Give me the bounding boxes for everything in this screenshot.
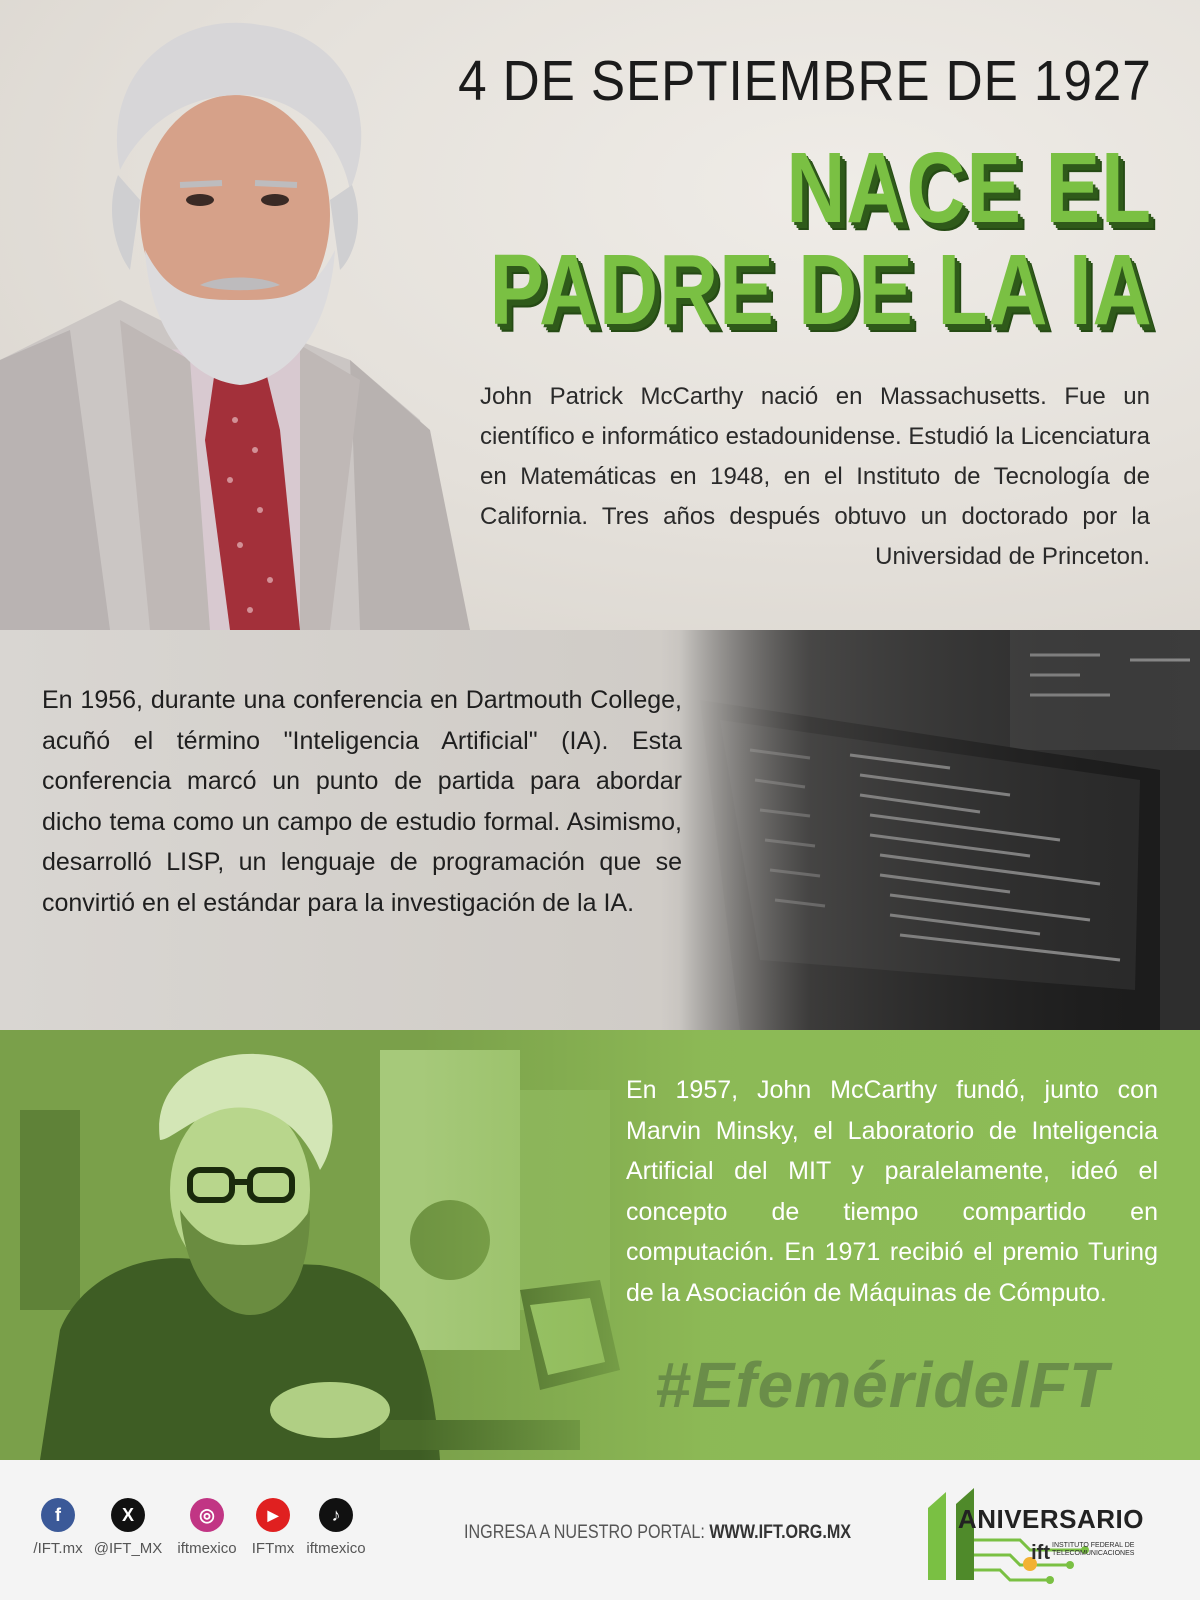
social-tiktok[interactable] xyxy=(296,1498,376,1557)
social-label: IFTmx xyxy=(251,1540,295,1557)
dartmouth-paragraph: En 1956, durante una conferencia en Dartmouth College, acuñó el término "Inteligencia Artificial" (IA). Esta conferencia marcó un punto de partida para abordar dicho tema como un campo de estudio formal. Asimismo, desarrolló LISP, un lenguaje de programación que se convirtió en el estándar para la investigación de la IA. xyxy=(42,686,682,917)
mit-section xyxy=(0,1030,1200,1460)
mccarthy-portrait xyxy=(0,0,480,630)
headline-line-1: NACE EL xyxy=(786,132,1152,244)
footer xyxy=(0,1460,1200,1600)
portal-link[interactable] xyxy=(464,1522,851,1544)
header-section xyxy=(0,0,1200,630)
hashtag: #EfeméridelFT xyxy=(655,1349,1110,1421)
x-icon: X xyxy=(111,1498,145,1532)
anniversary-logo xyxy=(910,1480,1160,1590)
instagram-icon: ◎ xyxy=(190,1498,224,1532)
institute-name: INSTITUTO FEDERAL DE TELECOMUNICACIONES xyxy=(1052,1542,1135,1557)
mit-paragraph: En 1957, John McCarthy fundó, junto con Marvin Minsky, el Laboratorio de Inteligencia Artificial del MIT y paralelamente, ideó el concepto de tiempo compartido en computación. En 1971 recibió el premio Turing de la Asociación de Máquinas de Cómputo. xyxy=(626,1076,1158,1307)
social-facebook[interactable] xyxy=(18,1498,98,1557)
headline-line-2: PADRE DE LA IA xyxy=(489,234,1152,346)
social-label: iftmexico xyxy=(306,1540,366,1557)
portal-prefix: INGRESA A NUESTRO PORTAL: xyxy=(464,1522,710,1543)
lab-photo xyxy=(0,1030,700,1460)
portal-url[interactable]: WWW.IFT.ORG.MX xyxy=(709,1522,852,1543)
bio-paragraph: John Patrick McCarthy nació en Massachusetts. Fue un científico e informático estadounidense. Estudió la Licenciatura en Matemáticas en 1948, en el Instituto de Tecnología de California. Tres años después obtuvo un doctorado por la Universidad de Princeton. xyxy=(480,383,1150,570)
social-label: @IFT_MX xyxy=(93,1540,163,1557)
facebook-icon: f xyxy=(41,1498,75,1532)
dartmouth-section xyxy=(0,630,1200,1030)
date-title: 4 DE SEPTIEMBRE DE 1927 xyxy=(458,49,1152,113)
ift-brand: ift xyxy=(1031,1542,1050,1564)
youtube-icon: ▶ xyxy=(256,1498,290,1532)
anniversary-text: ANIVERSARIO xyxy=(957,1504,1144,1534)
laptop-code-image xyxy=(680,630,1200,1030)
tiktok-icon: ♪ xyxy=(319,1498,353,1532)
social-label: /IFT.mx xyxy=(33,1540,83,1557)
social-x[interactable] xyxy=(88,1498,168,1557)
social-label: iftmexico xyxy=(177,1540,237,1557)
